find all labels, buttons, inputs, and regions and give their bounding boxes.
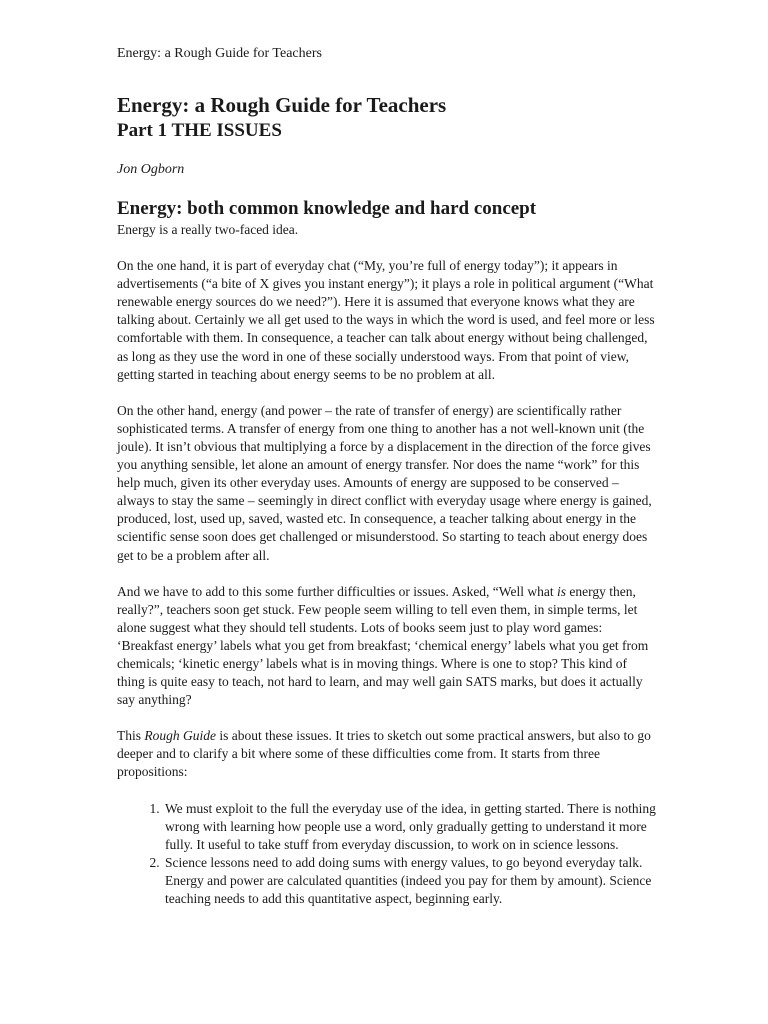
document-subtitle: Part 1 THE ISSUES [117, 120, 282, 141]
text-span: is about these issues. It tries to sketch out some practical answers, but also to go deeper and to clarify a bit where some of these difficulties come from. It starts from three propositions: [117, 728, 651, 780]
list-item: 2. Science lessons need to add doing sums with energy values, to go beyond everyday talk. Energy and power are calculated quantities (indeed you pay for them by amount). Science teaching needs to add this quantitative aspect, beginning early. [163, 854, 657, 908]
paragraph-intro: Energy is a really two-faced idea. [117, 222, 299, 237]
section-heading: Energy: both common knowledge and hard concept [117, 198, 537, 219]
emphasis-text: is [556, 583, 566, 599]
emphasis-text: Rough Guide [144, 728, 217, 744]
running-header: Energy: a Rough Guide for Teachers [117, 46, 322, 61]
propositions-list [117, 800, 657, 909]
document-title: Energy: a Rough Guide for Teachers [117, 93, 447, 117]
paragraph-other-hand: On the other hand, energy (and power – the rate of transfer of energy) are scientifically rather sophisticated terms. A transfer of energy from one thing to another has a not well-known unit (the joule). It isn’t obvious that multiplying a force by a displacement in the direction of the force gives you anything sensible, let alone an amount of energy transfer. Nor does the name “work” for this help much, given its other everyday uses. Amounts of energy are supposed to be conserved – always to stay the same – seemingly in direct conflict with everyday usage where energy is gained, produced, lost, used up, saved, wasted etc. In consequence, a teacher talking about energy in the scientific sense soon does get challenged or misunderstood. So starting to teach about energy does get to be a problem after all. [117, 402, 652, 563]
document-body [117, 221, 657, 908]
text-span: energy then, really?”, teachers soon get stuck. Few people seem willing to tell even them, in simple terms, let alone suggest what they should tell students. Lots of books seem just to play word games: ‘Breakfast energy’ labels what you get from breakfast; ‘chemical energy’ labels what you get from chemicals; ‘kinetic energy’ labels what is in moving things. Where is one to stop? This kind of thing is quite easy to teach, not hard to learn, and may well gain SATS marks, but does it actually say anything? [117, 583, 649, 708]
paragraph-one-hand: On the one hand, it is part of everyday chat (“My, you’re full of energy today”); it appears in advertisements (“a bite of X gives you instant energy”); it plays a role in political argument (“What renewable energy sources do we need?”). Here it is assumed that everyone knows what they are talking about. Certainly we all get used to the ways in which the word is used, and feel more or less comfortable with them. In consequence, a teacher can talk about energy without being challenged, as long as they use the word in one of these socially understood ways. From that point of view, getting started in teaching about energy seems to be no problem at all. [117, 258, 655, 382]
text-span: This [117, 728, 145, 744]
list-item: 1. We must exploit to the full the everyday use of the idea, in getting started. There is nothing wrong with learning how people use a word, only gradually getting to understand it more fully. It useful to take stuff from everyday discussion, to work on in science lessons. [163, 800, 657, 854]
paragraph-difficulties [117, 583, 657, 710]
paragraph-rough-guide [117, 727, 657, 781]
text-span: And we have to add to this some further difficulties or issues. Asked, “Well what [117, 583, 557, 599]
author-name: Jon Ogborn [117, 162, 185, 177]
